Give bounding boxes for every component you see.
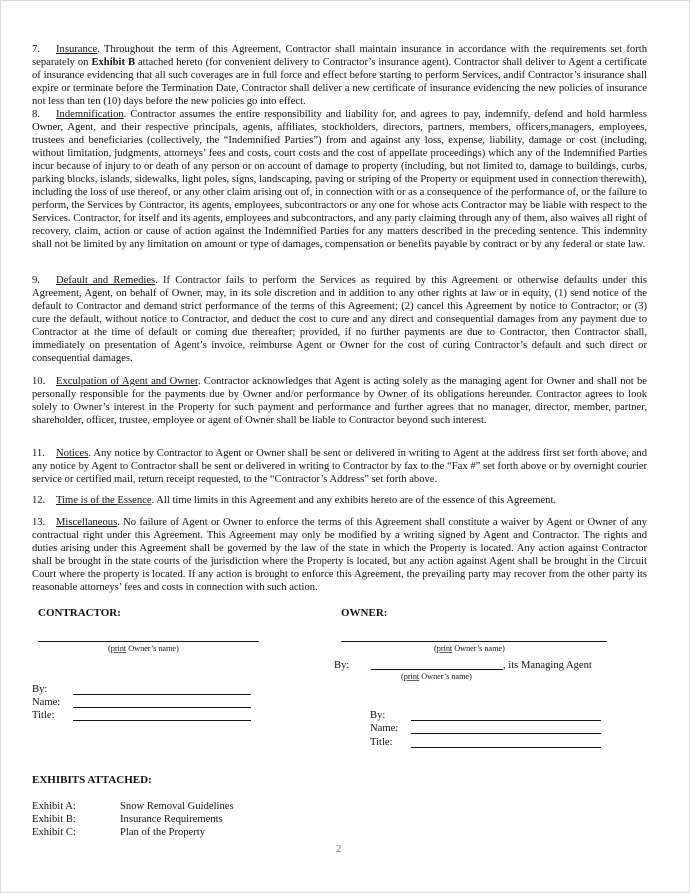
contractor-name-line[interactable] — [38, 641, 259, 642]
exhibit-label: Exhibit B: — [32, 814, 76, 825]
print-name-label: (print Owner’s name) — [434, 644, 505, 653]
contractor-name-field-line[interactable] — [73, 707, 251, 708]
section-title: Essence — [117, 495, 152, 506]
section-title: Exculpation of Agent and Owner — [56, 376, 198, 387]
contractor-heading: CONTRACTOR: — [38, 607, 121, 619]
section-title: Notices — [56, 448, 89, 459]
page-number: 2 — [336, 843, 342, 855]
agent-name-line[interactable] — [411, 733, 601, 734]
exhibit-description: Snow Removal Guidelines — [120, 801, 234, 812]
section-number: 7. — [32, 44, 40, 55]
exhibits-heading: EXHIBITS ATTACHED: — [32, 774, 152, 786]
section-number: 8. — [32, 109, 40, 120]
section-text: attached hereto (for convenient delivery to Contractor’s insurance agent). Contractor shall deliver to Agent a certificate of insurance evidencing that all such coverages are in full force and effect before starting to perform Services, andif Contractor’s insurance shall expire or terminate before the Termination Date, Contractor shall deliver a new certificate of insurance evidencing the new policies of insurance not less than ten (10) days before the new policies go into effect. — [32, 57, 647, 107]
agent-title-label: Title: — [370, 737, 393, 748]
agent-title-line[interactable] — [411, 747, 601, 748]
section-text: . If Contractor fails to perform the Services as required by this Agreement or otherwise defaults under this Agreement, Agent, on behalf of Owner, may, in its sole discretion and in addition to any other rights at law or in equity, (1) send notice of the default to Contractor and demand strict performance of the terms of this Agreement; (2) cancel this Agreement by notice to Contractor; or (3) cure the default, without notice to Contractor, and deduct the cost to cure and any direct and consequential damages from any payment due to Contractor at the time of default or coming due thereafter; provided, if no further payments are due to Contractor, then Contractor shall, immediately on presentation of Agent’s invoice, reimburse Agent or Owner for the cost of curing Contractor’s default and such direct or consequential damages. — [32, 275, 647, 364]
managing-agent-label: , its Managing Agent — [503, 660, 592, 671]
section-title: Default and Remedies — [56, 275, 156, 286]
section-miscellaneous — [32, 516, 647, 594]
section-number: 13. — [32, 517, 46, 528]
section-text: . No failure of Agent or Owner to enforce the terms of this Agreement shall constitute a waiver by Agent or Owner of any contractual right under this Agreement. This Agreement may only be modified by a writing signed by Agent and Contractor. The rights and duties arising under this Agreement shall be governed by the law of the state in which the Property is located. Any action against Contractor shall be brought in the state courts of the jurisdiction where the Property is located, but any action against Agent shall be brought in the Circuit Court where the property is located. If any action is brought to enforce this Agreement, the prevailing party may recover from the other party its reasonable attorneys’ fees and costs in connection with such action. — [32, 517, 647, 593]
managing-agent-line[interactable] — [371, 669, 503, 670]
contractor-by-line[interactable] — [73, 694, 251, 695]
section-number: 9. — [32, 275, 40, 286]
contractor-title-line[interactable] — [73, 720, 251, 721]
section-text: . Throughout the term of this Agreement, Contractor shall maintain insurance in accordance with the requirements set forth separately on — [32, 44, 647, 68]
section-number: 10. — [32, 376, 46, 387]
section-text: . Any notice by Contractor to Agent or Owner shall be sent or delivered in writing to Agent at the address first set forth above, and any notice by Agent to Contractor shall be sent or delivered in writing to Contractor by fax to the “Fax #” set forth above or by overnight courier service or certified mail, return receipt requested, to the “Contractor’s Address” set forth above. — [32, 448, 647, 485]
section-time-essence — [32, 494, 647, 507]
section-notices — [32, 447, 647, 486]
exhibit-reference: Exhibit B — [91, 57, 136, 68]
agent-by-label: By: — [370, 710, 386, 721]
section-text: . Contractor assumes the entire responsibility and liability for, and agrees to pay, indemnify, defend and hold harmless Owner, Agent, and their respective principals, agents, affiliates, stockholders, directors, partners, members, officers,managers, employees, trustees and beneficiaries (collectively, the “Indemnified Parties”) from and against any loss, expense, liability, damage or cost (including, without limitation, judgments, attorneys’ fees and costs, court costs and the cost of appellate proceedings) which any of the Indemnified Parties incur because of injury to or death of any person or on account of damage to property (including, but not limited to, damage to buildings, curbs, parking blocks, islands, sidewalks, light poles, signs, landscaping, paving or striping of the Property or equipment used in connection therewith), including the loss of use thereof, or any other claim arising out of, in connection with or as a consequence of the performance of, or the failure to perform, the Services by Contractor, its agents, employees, subcontractors or any one for whose acts Contractor may be liable with respect to the Services. Contractor, for itself and its agents, employees and subcontractors, and any party claiming through any of them, also waives all right of recovery, claim, action or cause of action against the Indemnified Parties for any matters described in the preceding sentence. This indemnity shall not be limited by any limitation on amount or type of damages, compensation or benefits payable by contract or by any federal or state law. — [32, 109, 647, 250]
section-title: Time is of the — [56, 495, 118, 506]
section-text: . All time limits in this Agreement and any exhibits hereto are of the essence of this Agreement. — [151, 495, 557, 506]
print-name-label: (print Owner’s name) — [401, 672, 472, 681]
exhibit-description: Insurance Requirements — [120, 814, 223, 825]
section-insurance — [32, 43, 647, 108]
print-name-label: (print Owner’s name) — [108, 644, 179, 653]
section-default-remedies — [32, 274, 647, 365]
owner-heading: OWNER: — [341, 607, 388, 619]
section-title: Miscellaneous — [56, 517, 118, 528]
agent-by-line[interactable] — [411, 720, 601, 721]
exhibit-label: Exhibit A: — [32, 801, 76, 812]
exhibit-description: Plan of the Property — [120, 827, 206, 838]
owner-by-label: By: — [334, 660, 350, 671]
exhibit-label: Exhibit C: — [32, 827, 76, 838]
section-title: Indemnification — [56, 109, 124, 120]
section-exculpation — [32, 375, 647, 427]
section-text: . Contractor acknowledges that Agent is acting solely as the managing agent for Owner and shall not be personally responsible for the payments due by Owner and/or performance by Owner of its obligations hereunder. Contractor agrees to look solely to Owner’s interest in the Property for such payment and performance and further agrees that no manager, director, member, partner, shareholder, officer, trustee, employee or agent of Owner shall be liable to Contractor beyond such interest. — [32, 376, 647, 426]
contractor-by-label: By: — [32, 684, 48, 695]
contractor-name-label: Name: — [32, 697, 61, 708]
agent-name-label: Name: — [370, 723, 399, 734]
contractor-title-label: Title: — [32, 710, 55, 721]
owner-name-line[interactable] — [341, 641, 607, 642]
section-title: Insurance — [56, 44, 98, 55]
section-number: 11. — [32, 448, 45, 459]
section-indemnification — [32, 108, 647, 251]
section-number: 12. — [32, 495, 46, 506]
